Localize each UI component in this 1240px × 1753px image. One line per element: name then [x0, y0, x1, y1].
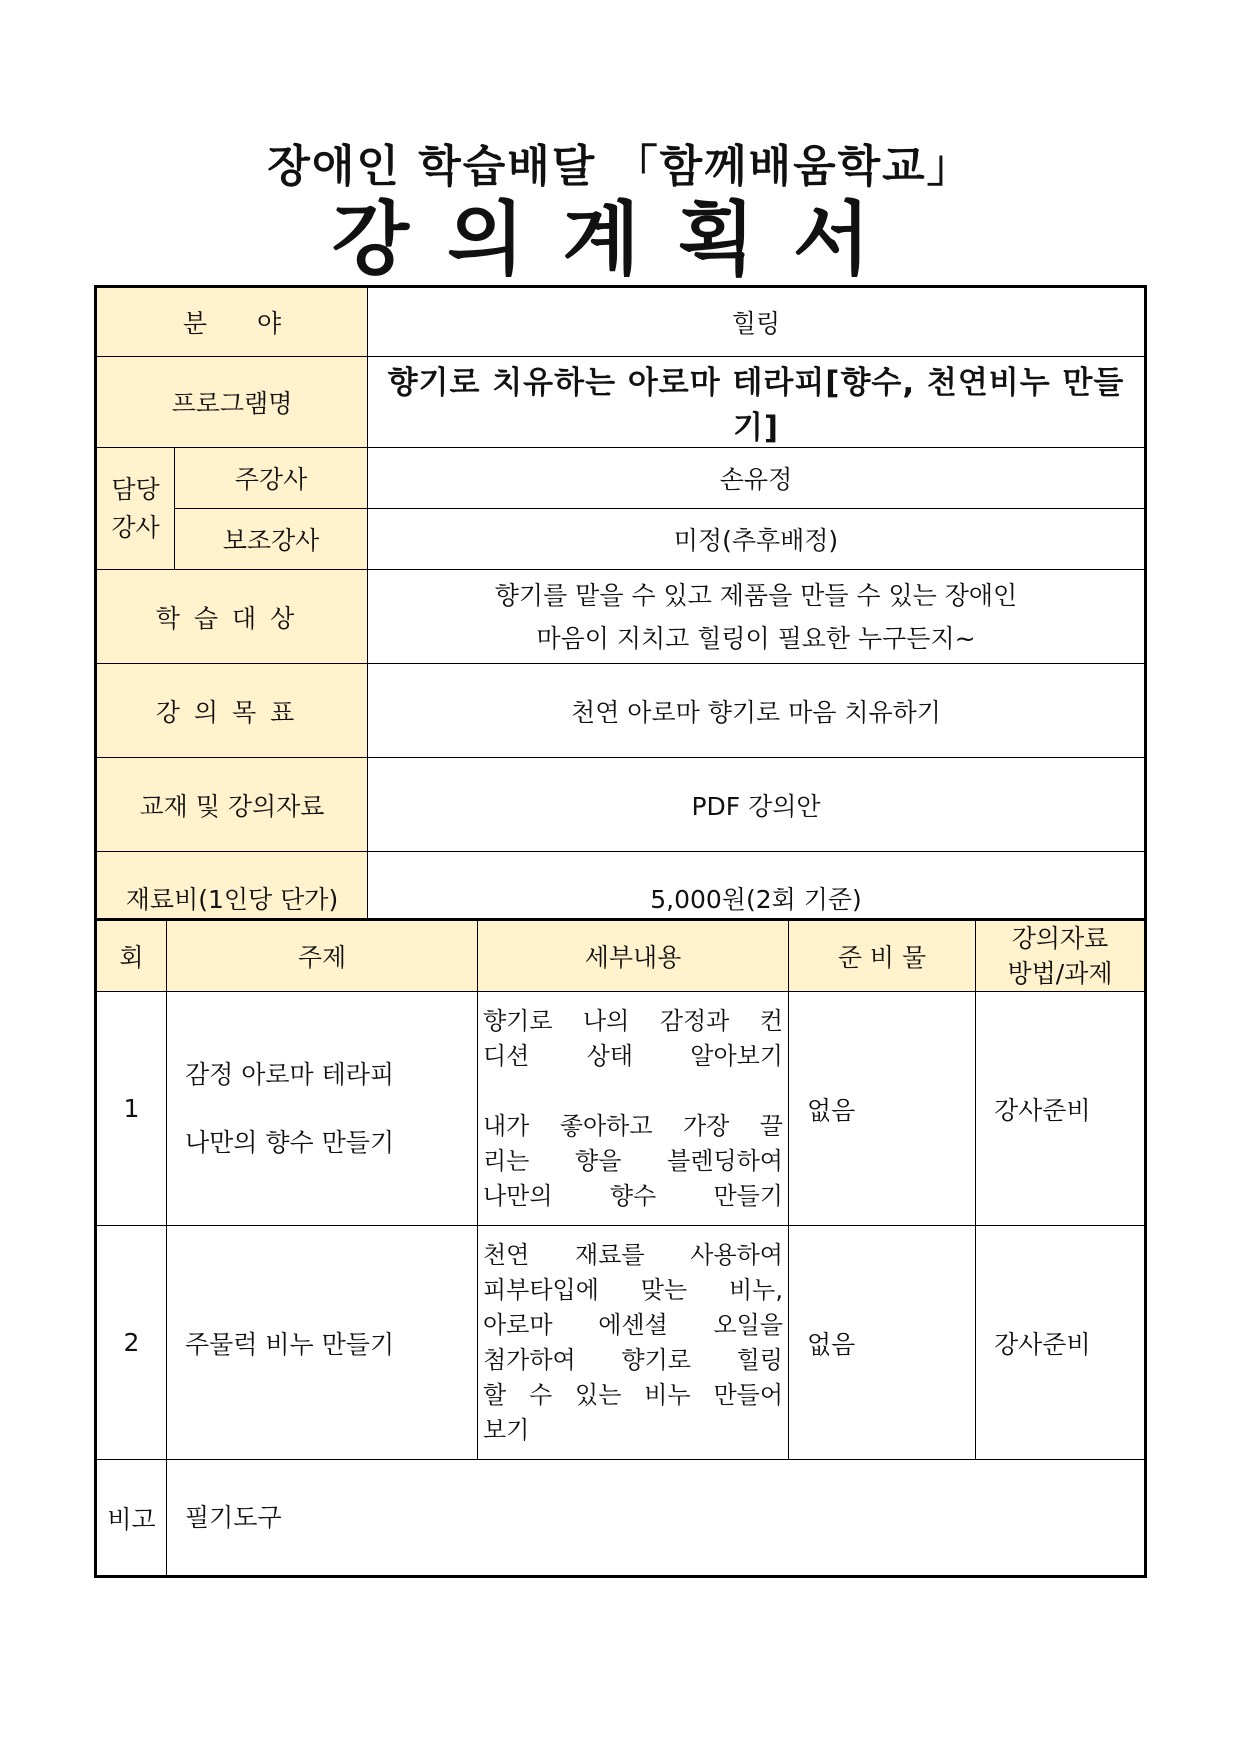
details-line: 리는 향을 블렌딩하여: [483, 1146, 783, 1175]
main-instructor-label: 주강사: [175, 448, 368, 509]
header-session: 회: [96, 920, 167, 992]
instructor-group-label-1: 담당: [111, 474, 160, 504]
session-number: 1: [96, 992, 167, 1226]
method-cell: 강사준비: [976, 992, 1146, 1226]
table-row: [96, 1226, 1146, 1460]
details-line: 디션 상태 알아보기: [483, 1041, 783, 1070]
goal-row: [96, 664, 1146, 758]
header-method: [976, 920, 1146, 992]
header-prep: 준 비 물: [789, 920, 976, 992]
details-line: [483, 1074, 783, 1109]
prep-cell: 없음: [789, 1226, 976, 1460]
topic-cell: [167, 992, 478, 1226]
remarks-label: 비고: [96, 1460, 167, 1577]
instructor-group-label-2: 강사: [111, 512, 160, 542]
program-value: 향기로 치유하는 아로마 테라피[향수, 천연비누 만들기]: [368, 357, 1146, 448]
document-title: 강의계획서: [331, 193, 909, 286]
assistant-row: [96, 509, 1146, 570]
main-instructor-row: [96, 448, 1146, 509]
header-details: 세부내용: [478, 920, 789, 992]
program-label: 프로그램명: [96, 357, 368, 448]
target-row: [96, 570, 1146, 664]
schedule-header-row: [96, 920, 1146, 992]
schedule-table: [94, 918, 1147, 1578]
topic-line-1: 주물럭 비누 만들기: [185, 1329, 395, 1359]
materials-row: [96, 758, 1146, 852]
details-line: 첨가하여 향기로 힐링: [483, 1345, 783, 1374]
details-line: 아로마 에센셜 오일을: [483, 1310, 783, 1339]
topic-line-2: 나만의 향수 만들기: [185, 1127, 395, 1157]
info-table: [94, 285, 1147, 947]
goal-label: 강의목표: [96, 664, 368, 758]
details-cell: [478, 992, 789, 1226]
instructor-group-label: [96, 448, 175, 570]
field-value: 힐링: [368, 287, 1146, 357]
table-row: [96, 992, 1146, 1226]
assistant-label: 보조강사: [175, 509, 368, 570]
fee-label: 재료비(1인당 단가): [96, 852, 368, 946]
fee-value: 5,000원(2회 기준): [368, 852, 1146, 946]
details-cell: [478, 1226, 789, 1460]
goal-value: 천연 아로마 향기로 마음 치유하기: [368, 664, 1146, 758]
header-method-line-1: 강의자료: [1011, 924, 1109, 953]
prep-cell: 없음: [789, 992, 976, 1226]
main-instructor-value: 손유정: [368, 448, 1146, 509]
program-row: [96, 357, 1146, 448]
details-line: 피부타입에 맞는 비누,: [483, 1275, 783, 1304]
session-number: 2: [96, 1226, 167, 1460]
target-label: 학습대상: [96, 570, 368, 664]
details-line: 향기로 나의 감정과 컨: [483, 1006, 783, 1035]
topic-cell: [167, 1226, 478, 1460]
details-line: 할 수 있는 비누 만들어: [483, 1380, 783, 1409]
remarks-value: 필기도구: [167, 1460, 1146, 1577]
target-line-1: 향기를 맡을 수 있고 제품을 만들 수 있는 장애인: [494, 580, 1018, 610]
field-label: 분 야: [96, 287, 368, 357]
topic-line-1: 감정 아로마 테라피: [185, 1059, 395, 1089]
header-method-line-2: 방법/과제: [1007, 959, 1113, 988]
details-line: 내가 좋아하고 가장 끌: [483, 1111, 783, 1140]
remarks-row: [96, 1460, 1146, 1577]
assistant-value: 미정(추후배정): [368, 509, 1146, 570]
details-line: 나만의 향수 만들기: [483, 1181, 783, 1210]
document-subtitle: 장애인 학습배달 「함께배움학교」: [267, 141, 973, 192]
details-line: 보기: [483, 1415, 530, 1444]
materials-label: 교재 및 강의자료: [96, 758, 368, 852]
header-topic: 주제: [167, 920, 478, 992]
field-row: [96, 287, 1146, 357]
target-value: [368, 570, 1146, 664]
details-line: 천연 재료를 사용하여: [483, 1240, 783, 1269]
materials-value: PDF 강의안: [368, 758, 1146, 852]
target-line-2: 마음이 지치고 힐링이 필요한 누구든지~: [536, 623, 976, 653]
method-cell: 강사준비: [976, 1226, 1146, 1460]
